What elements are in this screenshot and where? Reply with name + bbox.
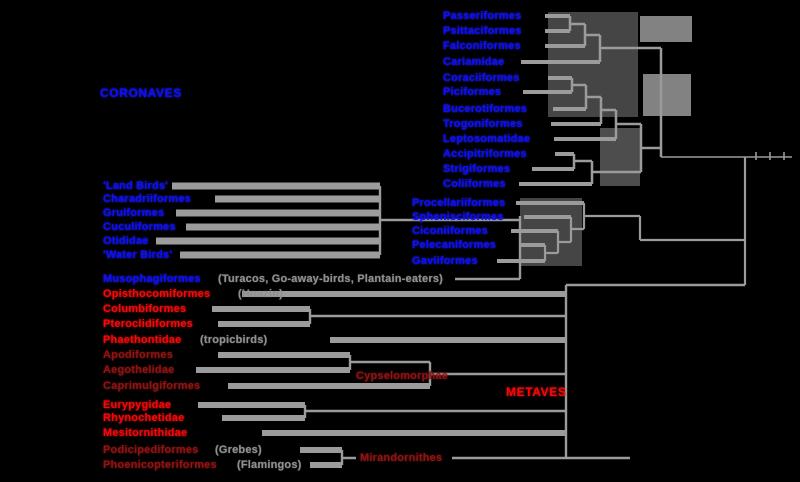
note-opisthocomiformes: (Hoazin) <box>238 288 283 300</box>
note-musophagiformes: (Turacos, Go-away-birds, Plantain-eaters) <box>218 273 443 285</box>
clade-label-coronaves: CORONAVES <box>100 86 182 100</box>
taxon-musophagiformes: Musophagiformes <box>103 273 201 285</box>
taxon-piciformes: Piciformes <box>443 86 502 98</box>
taxon-apodiformes: Apodiformes <box>103 349 174 361</box>
branch-blob <box>643 74 691 116</box>
taxon-strigiformes: Strigiformes <box>443 163 511 175</box>
taxon-passeriformes: Passeriformes <box>443 10 522 22</box>
clade-label-mirandornithes: Mirandornithes <box>360 452 443 464</box>
taxon-gaviiformes: Gaviiformes <box>412 255 478 267</box>
taxon-caprimulgiformes: Caprimulgiformes <box>103 380 201 392</box>
taxon-leptosomatidae: Leptosomatidae <box>443 133 531 145</box>
taxon-mesitornithidae: Mesitornithidae <box>103 427 188 439</box>
taxon-rhynochetidae: Rhynochetidae <box>103 412 185 424</box>
taxon-podicipediformes: Podicipediformes <box>103 444 199 456</box>
taxon-cuculiformes: Cuculiformes <box>103 221 176 233</box>
taxon-pelecaniformes: Pelecaniformes <box>412 239 497 251</box>
taxon-cariamidae: Cariamidae <box>443 56 505 68</box>
branch-blob <box>548 12 638 117</box>
branch-blob <box>600 128 640 186</box>
header-water-birds: 'Water Birds' <box>103 249 173 261</box>
taxon-accipitriformes: Accipitriformes <box>443 148 527 160</box>
taxon-ciconiiformes: Ciconiiformes <box>412 225 488 237</box>
taxon-gruiformes: Gruiformes <box>103 207 165 219</box>
taxon-coliiformes: Coliiformes <box>443 178 506 190</box>
branch-root-line <box>661 152 792 160</box>
taxon-phoenicopteriformes: Phoenicopteriformes <box>103 459 217 471</box>
clade-label-metaves: METAVES <box>506 385 567 399</box>
taxon-charadriiformes: Charadriiformes <box>103 193 191 205</box>
taxon-pteroclidiformes: Pteroclidiformes <box>103 318 194 330</box>
taxon-columbiformes: Columbiformes <box>103 303 187 315</box>
taxon-falconiformes: Falconiformes <box>443 40 521 52</box>
clade-label-cypselomorphae: Cypselomorphae <box>356 370 449 382</box>
note-podicipediformes: (Grebes) <box>215 444 262 456</box>
taxon-bucerotiformes: Bucerotiformes <box>443 103 528 115</box>
taxon-trogoniformes: Trogoniformes <box>443 118 523 130</box>
taxon-sphenisciformes: Sphenisciformes <box>412 211 504 223</box>
taxon-psittaciformes: Psittaciformes <box>443 25 522 37</box>
note-phaethontidae: (tropicbirds) <box>200 334 268 346</box>
taxon-phaethontidae: Phaethontidae <box>103 334 182 346</box>
header-land-birds: 'Land Birds' <box>103 180 169 192</box>
taxon-coraciiformes: Coraciiformes <box>443 72 520 84</box>
taxon-otididae: Otididae <box>103 235 149 247</box>
taxon-aegothelidae: Aegothelidae <box>103 364 175 376</box>
taxon-opisthocomiformes: Opisthocomiformes <box>103 288 211 300</box>
note-phoenicopteriformes: (Flamingos) <box>237 459 302 471</box>
branch-blob <box>640 16 692 42</box>
taxon-eurypygidae: Eurypygidae <box>103 399 172 411</box>
taxon-procellariiformes: Procellariiformes <box>412 197 506 209</box>
